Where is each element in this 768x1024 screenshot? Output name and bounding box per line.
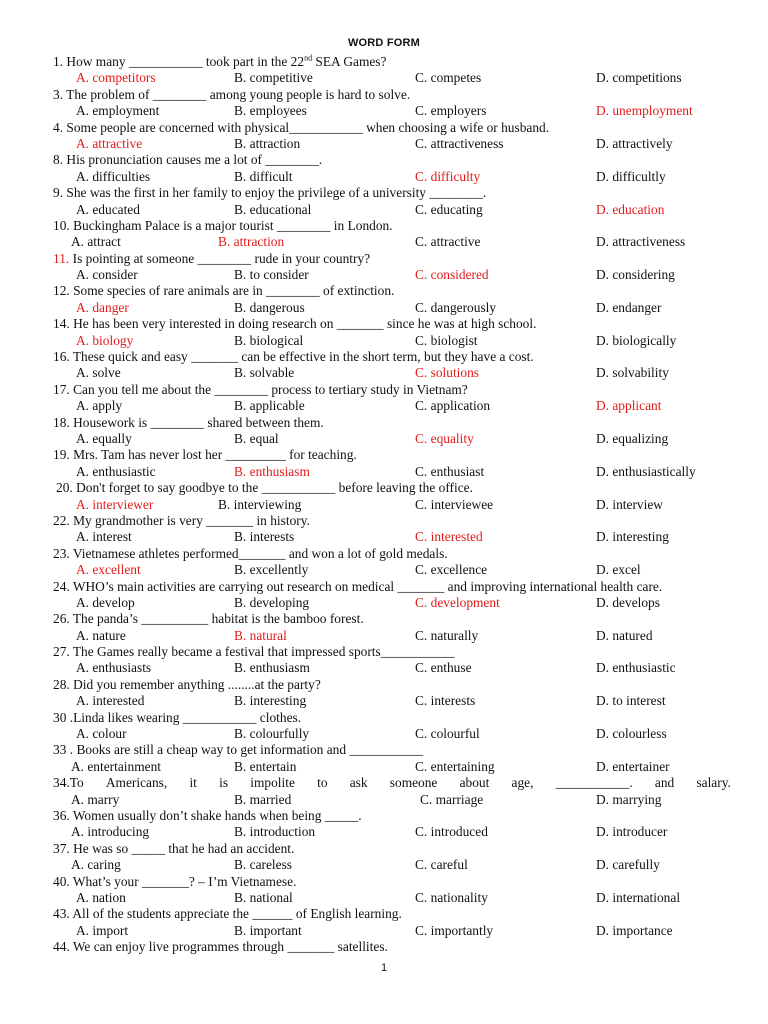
option-b: B. attraction [234, 135, 301, 151]
question-item [0, 283, 768, 316]
options-row [0, 595, 768, 611]
option-d: D. carefully [596, 857, 660, 873]
question-item [0, 611, 768, 644]
options-row [0, 365, 768, 381]
question-number: 16. [53, 349, 70, 365]
option-c: C. considered [415, 267, 489, 283]
option-a: A. apply [76, 398, 123, 414]
question-item [0, 677, 768, 710]
question-text: .Linda likes wearing ___________ clothes. [69, 709, 302, 725]
option-b: B. married [234, 791, 292, 807]
option-a: A. enthusiastic [76, 463, 156, 479]
question-number: 14. [53, 316, 70, 332]
question-number: 34.To [53, 775, 84, 791]
option-a: A. excellent [76, 562, 141, 578]
option-b: B. biological [234, 332, 304, 348]
option-a: A. attract [71, 234, 121, 250]
question-item [0, 120, 768, 153]
question-item [0, 775, 768, 808]
question-text: How many ___________ took part in the 22 [66, 54, 305, 69]
question-stem [0, 579, 768, 595]
option-b: B. educational [234, 201, 312, 217]
question-text: Can you tell me about the ________ process to tertiary study in Vietnam? [73, 381, 468, 397]
question-text: Women usually don’t shake hands when being _____. [72, 807, 362, 823]
option-a: A. interest [76, 529, 132, 545]
option-b: B. difficult [234, 168, 293, 184]
option-d: D. to interest [596, 693, 666, 709]
option-b: B. entertain [234, 758, 297, 774]
question-text: We can enjoy live programmes through _______ satellites. [72, 939, 388, 955]
question-number: 27. [53, 644, 70, 660]
question-stem [0, 415, 768, 431]
question-stem [0, 677, 768, 693]
option-a: A. employment [76, 103, 160, 119]
question-stem [0, 251, 768, 267]
question-number: 18. [53, 414, 70, 430]
question-item [0, 513, 768, 546]
options-row [0, 70, 768, 86]
question-list [0, 54, 768, 955]
question-word: is [219, 775, 229, 791]
option-d: D. entertainer [596, 758, 670, 774]
question-number: 36. [53, 807, 70, 823]
ordinal-superscript: nd [304, 53, 313, 63]
options-row [0, 726, 768, 742]
question-word: age, [511, 775, 534, 791]
options-row [0, 103, 768, 119]
question-number: 1. [53, 54, 64, 69]
question-item [0, 841, 768, 874]
question-item [0, 382, 768, 415]
option-d: D. develops [596, 594, 660, 610]
option-c: C. importantly [415, 922, 494, 938]
options-row [0, 497, 768, 513]
question-stem [0, 87, 768, 103]
options-row [0, 398, 768, 414]
option-c: C. excellence [415, 562, 488, 578]
option-c: C. entertaining [415, 758, 495, 774]
option-d: D. equalizing [596, 430, 669, 446]
question-stem [0, 644, 768, 660]
option-b: B. enthusiasm [234, 463, 310, 479]
question-stem [0, 283, 768, 299]
question-stem [0, 513, 768, 529]
options-row [0, 857, 768, 873]
question-stem [0, 382, 768, 398]
option-b: B. equal [234, 430, 279, 446]
option-a: A. equally [76, 430, 132, 446]
question-stem [0, 480, 768, 496]
question-text: Did you remember anything ........at the party? [73, 676, 321, 692]
question-text: Is pointing at someone ________ rude in your country? [72, 250, 371, 266]
question-item [0, 480, 768, 513]
question-text: She was the first in her family to enjoy the privilege of a university ________. [66, 185, 487, 201]
question-text: My grandmother is very _______ in history. [73, 512, 310, 528]
question-stem [0, 54, 768, 70]
question-number: 4. [53, 119, 64, 135]
options-row [0, 660, 768, 676]
option-d: D. competitions [596, 70, 682, 86]
option-a: A. nature [76, 627, 126, 643]
option-d: D. difficultly [596, 168, 666, 184]
options-row [0, 169, 768, 185]
options-row [0, 562, 768, 578]
question-text-after: SEA Games? [312, 54, 387, 69]
question-word: Americans, [105, 775, 168, 791]
question-text: . Books are still a cheap way to get information and ___________ [69, 742, 424, 758]
option-c: C. attractiveness [415, 135, 504, 151]
option-c: C. solutions [415, 365, 479, 381]
option-c: C. nationality [415, 889, 488, 905]
option-a: A. import [76, 922, 129, 938]
question-number: 23. [53, 545, 70, 561]
option-b: B. competitive [234, 70, 313, 86]
question-stem [0, 611, 768, 627]
question-word: ___________. [555, 775, 633, 791]
option-c: C. dangerously [415, 299, 497, 315]
option-d: D. interview [596, 496, 663, 512]
question-number: 11. [53, 250, 70, 266]
options-row [0, 333, 768, 349]
question-item [0, 447, 768, 480]
question-text: The Games really became a festival that impressed sports___________ [72, 644, 455, 660]
option-c: C. employers [415, 103, 487, 119]
options-row [0, 300, 768, 316]
question-word: impolite [250, 775, 295, 791]
option-b: B. interesting [234, 693, 307, 709]
option-c: C. application [415, 398, 491, 414]
question-text: The panda’s __________ habitat is the bamboo forest. [72, 611, 364, 627]
question-number: 43. [53, 906, 70, 922]
option-c: C. biologist [415, 332, 478, 348]
question-stem [0, 775, 768, 791]
question-item [0, 316, 768, 349]
option-c: C. naturally [415, 627, 479, 643]
question-item [0, 710, 768, 743]
question-word: it [189, 775, 197, 791]
option-d: D. introducer [596, 824, 668, 840]
options-row [0, 923, 768, 939]
option-c: C. interested [415, 529, 483, 545]
option-a: A. educated [76, 201, 140, 217]
question-word: to [317, 775, 328, 791]
option-d: D. international [596, 889, 681, 905]
question-stem [0, 808, 768, 824]
question-item [0, 808, 768, 841]
options-row [0, 431, 768, 447]
question-word: and [654, 775, 675, 791]
options-row [0, 890, 768, 906]
question-number: 24. [53, 578, 70, 594]
page-title: WORD FORM [347, 37, 421, 49]
question-word: about [459, 775, 490, 791]
question-item [0, 251, 768, 284]
question-number: 20. [56, 480, 73, 496]
option-d: D. applicant [596, 398, 662, 414]
option-d: D. endanger [596, 299, 662, 315]
option-b: B. natural [234, 627, 287, 643]
question-number: 37. [53, 840, 70, 856]
option-d: D. unemployment [596, 103, 693, 119]
option-b: B. solvable [234, 365, 295, 381]
question-item [0, 906, 768, 939]
option-b: B. excellently [234, 562, 309, 578]
options-row [0, 759, 768, 775]
option-a: A. interested [76, 693, 145, 709]
option-c: C. interviewee [415, 496, 494, 512]
question-word: someone [389, 775, 438, 791]
question-stem [0, 152, 768, 168]
question-number: 17. [53, 381, 70, 397]
question-item [0, 415, 768, 448]
question-item [0, 644, 768, 677]
option-d: D. considering [596, 267, 675, 283]
question-item [0, 152, 768, 185]
option-b: B. to consider [234, 267, 309, 283]
question-text: He was so _____ that he had an accident. [73, 840, 295, 856]
option-c: C. enthuse [415, 660, 472, 676]
option-a: A. marry [71, 791, 120, 807]
option-b: B. employees [234, 103, 307, 119]
option-b: B. dangerous [234, 299, 305, 315]
option-a: A. difficulties [76, 168, 151, 184]
option-a: A. consider [76, 267, 138, 283]
question-number: 10. [53, 217, 70, 233]
option-c: C. colourful [415, 726, 480, 742]
question-word: ask [349, 775, 368, 791]
option-d: D. attractiveness [596, 234, 686, 250]
option-b: B. attraction [218, 234, 285, 250]
option-d: D. biologically [596, 332, 677, 348]
question-number: 22. [53, 512, 70, 528]
question-word: salary. [696, 775, 731, 791]
option-d: D. importance [596, 922, 673, 938]
option-a: A. entertainment [71, 758, 161, 774]
question-text: His pronunciation causes me a lot of ________. [66, 152, 323, 168]
question-item [0, 546, 768, 579]
option-b: B. important [234, 922, 302, 938]
question-stem [0, 742, 768, 758]
question-number: 26. [53, 611, 70, 627]
question-item [0, 185, 768, 218]
question-item [0, 54, 768, 87]
question-item [0, 939, 768, 955]
question-stem [0, 874, 768, 890]
option-c: C. introduced [415, 824, 488, 840]
question-number: 28. [53, 676, 70, 692]
question-number: 40. [53, 873, 70, 889]
page-number: 1 [380, 962, 388, 974]
option-d: D. marrying [596, 791, 662, 807]
option-b: B. national [234, 889, 293, 905]
option-c: C. educating [415, 201, 483, 217]
option-a: A. solve [76, 365, 121, 381]
option-d: D. attractively [596, 135, 673, 151]
option-a: A. competitors [76, 70, 156, 86]
question-text: Mrs. Tam has never lost her _________ for teaching. [73, 447, 357, 463]
option-a: A. caring [71, 857, 121, 873]
question-stem [0, 120, 768, 136]
question-text: The problem of ________ among young people is hard to solve. [66, 86, 411, 102]
option-c: C. competes [415, 70, 482, 86]
option-d: D. interesting [596, 529, 669, 545]
question-stem [0, 710, 768, 726]
question-item [0, 218, 768, 251]
options-row [0, 824, 768, 840]
options-row [0, 464, 768, 480]
question-number: 44. [53, 939, 70, 955]
option-d: D. natured [596, 627, 653, 643]
question-text: Some people are concerned with physical___________ when choosing a wife or husband. [66, 119, 550, 135]
options-row [0, 792, 768, 808]
option-c: C. careful [415, 857, 468, 873]
question-stem [0, 841, 768, 857]
options-row [0, 267, 768, 283]
question-item [0, 349, 768, 382]
option-a: A. colour [76, 726, 127, 742]
option-a: A. danger [76, 299, 129, 315]
question-item [0, 579, 768, 612]
option-c: C. difficulty [415, 168, 481, 184]
option-b: B. careless [234, 857, 293, 873]
option-a: A. enthusiasts [76, 660, 152, 676]
option-a: A. introducing [71, 824, 150, 840]
option-b: B. interviewing [218, 496, 302, 512]
question-item [0, 742, 768, 775]
question-text: Don't forget to say goodbye to the ___________ before leaving the office. [76, 480, 473, 496]
question-stem [0, 316, 768, 332]
question-text: Housework is ________ shared between them. [73, 414, 324, 430]
option-c: C. equality [415, 430, 474, 446]
option-a: A. attractive [76, 135, 143, 151]
question-text: Some species of rare animals are in ________ of extinction. [73, 283, 395, 299]
question-number: 33 [53, 742, 67, 758]
option-d: D. education [596, 201, 665, 217]
question-text: These quick and easy _______ can be effective in the short term, but they have a cost. [72, 349, 534, 365]
option-d: D. excel [596, 562, 641, 578]
option-d: D. enthusiastically [596, 463, 696, 479]
option-a: A. biology [76, 332, 134, 348]
option-b: B. interests [234, 529, 295, 545]
options-row [0, 529, 768, 545]
options-row [0, 628, 768, 644]
question-text: Buckingham Palace is a major tourist ________ in London. [73, 217, 393, 233]
question-number: 30 [53, 709, 67, 725]
question-stem [0, 447, 768, 463]
question-number: 19. [53, 447, 70, 463]
option-c: C. development [415, 594, 500, 610]
option-c: C. interests [415, 693, 476, 709]
question-number: 8. [53, 152, 64, 168]
question-text: All of the students appreciate the ______ of English learning. [72, 906, 402, 922]
option-c: C. marriage [420, 791, 484, 807]
options-row [0, 202, 768, 218]
option-a: A. nation [76, 889, 126, 905]
options-row [0, 693, 768, 709]
options-row [0, 234, 768, 250]
question-number: 9. [53, 185, 64, 201]
option-d: D. colourless [596, 726, 667, 742]
option-b: B. introduction [234, 824, 316, 840]
option-b: B. applicable [234, 398, 305, 414]
question-text: What’s your _______? – I’m Vietnamese. [72, 873, 297, 889]
question-stem [0, 349, 768, 365]
question-text: Vietnamese athletes performed_______ and won a lot of gold medals. [72, 545, 448, 561]
question-stem [0, 546, 768, 562]
option-d: D. enthusiastic [596, 660, 676, 676]
option-a: A. interviewer [76, 496, 154, 512]
question-item [0, 87, 768, 120]
question-stem [0, 939, 768, 955]
question-text: WHO’s main activities are carrying out research on medical _______ and improving international health care. [72, 578, 663, 594]
option-c: C. enthusiast [415, 463, 485, 479]
question-text: He has been very interested in doing research on _______ since he was at high school. [73, 316, 537, 332]
option-b: B. colourfully [234, 726, 310, 742]
options-row [0, 136, 768, 152]
option-c: C. attractive [415, 234, 481, 250]
question-stem [0, 185, 768, 201]
question-stem [0, 906, 768, 922]
option-d: D. solvability [596, 365, 669, 381]
question-number: 3. [53, 86, 64, 102]
option-a: A. develop [76, 594, 135, 610]
option-b: B. developing [234, 594, 310, 610]
question-item [0, 874, 768, 907]
option-b: B. enthusiasm [234, 660, 310, 676]
question-number: 12. [53, 283, 70, 299]
question-stem [0, 218, 768, 234]
